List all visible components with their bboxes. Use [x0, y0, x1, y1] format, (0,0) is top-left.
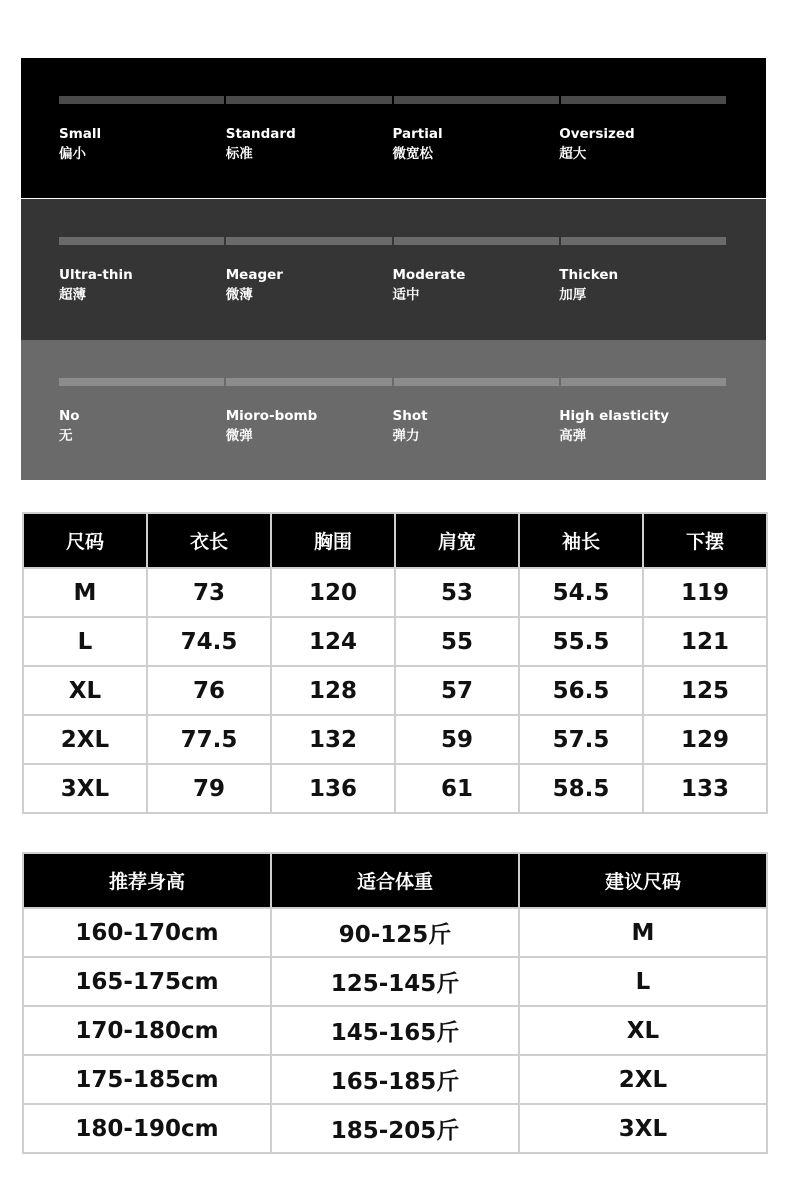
scale-option	[559, 406, 726, 446]
table-cell: 79	[147, 764, 271, 813]
header-cell: 适合体重	[271, 853, 519, 908]
table-cell: 125-145斤	[271, 957, 519, 1006]
table-cell: 56.5	[519, 666, 643, 715]
scale-option	[393, 124, 560, 164]
option-zh: 加厚	[559, 287, 587, 303]
option-zh: 超大	[559, 146, 587, 162]
table-row	[23, 764, 767, 813]
scale-option	[393, 406, 560, 446]
scale-segment	[561, 378, 726, 386]
table-cell: 125	[643, 666, 767, 715]
elasticity-scale-panel	[21, 340, 766, 480]
table-cell: 121	[643, 617, 767, 666]
scale-option	[59, 406, 226, 446]
table-cell: 53	[395, 568, 519, 617]
table-cell: 3XL	[23, 764, 147, 813]
option-zh: 微弹	[225, 428, 253, 444]
table-cell: 129	[643, 715, 767, 764]
table-cell: XL	[23, 666, 147, 715]
header-cell: 推荐身高	[23, 853, 271, 908]
option-en: Mioro-bomb	[225, 408, 318, 424]
option-en: Partial	[392, 126, 443, 142]
table-cell: 170-180cm	[23, 1006, 271, 1055]
table-cell: 77.5	[147, 715, 271, 764]
scale-option	[226, 124, 393, 164]
fit-scale-panel	[21, 58, 766, 198]
table-cell: 133	[643, 764, 767, 813]
table-cell: L	[519, 957, 767, 1006]
table-header-row	[23, 853, 767, 908]
table-cell: 55.5	[519, 617, 643, 666]
scale-option	[59, 124, 226, 164]
table-cell: 180-190cm	[23, 1104, 271, 1153]
scale-option	[559, 124, 726, 164]
table-cell: 58.5	[519, 764, 643, 813]
table-cell: XL	[519, 1006, 767, 1055]
scale-segment	[394, 237, 559, 245]
option-en: Thicken	[559, 267, 619, 283]
option-en: Oversized	[559, 126, 635, 142]
option-zh: 适中	[392, 287, 420, 303]
table-cell: M	[519, 908, 767, 957]
table-cell: 128	[271, 666, 395, 715]
table-cell: 175-185cm	[23, 1055, 271, 1104]
size-recommendation-table	[22, 852, 768, 1154]
scale-segment	[226, 237, 391, 245]
header-cell: 肩宽	[395, 513, 519, 568]
scale-segment	[226, 96, 391, 104]
table-cell: 124	[271, 617, 395, 666]
option-zh: 微宽松	[392, 146, 433, 162]
table-row	[23, 957, 767, 1006]
scale-segment	[59, 378, 224, 386]
elasticity-scale-bars	[59, 378, 726, 386]
table-cell: 2XL	[519, 1055, 767, 1104]
table-row	[23, 617, 767, 666]
option-en: Ultra-thin	[59, 267, 133, 283]
table-cell: 185-205斤	[271, 1104, 519, 1153]
table-cell: 120	[271, 568, 395, 617]
table-header-row	[23, 513, 767, 568]
option-zh: 高弹	[559, 428, 587, 444]
table-cell: 74.5	[147, 617, 271, 666]
scale-option	[559, 265, 726, 305]
table-row	[23, 908, 767, 957]
scale-segment	[59, 96, 224, 104]
table-cell: L	[23, 617, 147, 666]
table-cell: 119	[643, 568, 767, 617]
thickness-scale-bars	[59, 237, 726, 245]
option-en: Meager	[225, 267, 283, 283]
option-en: Standard	[225, 126, 296, 142]
option-zh: 无	[59, 428, 73, 444]
scale-segment	[226, 378, 391, 386]
option-en: No	[59, 408, 80, 424]
header-cell: 衣长	[147, 513, 271, 568]
scale-segment	[394, 96, 559, 104]
fit-scale-bars	[59, 96, 726, 104]
scale-segment	[561, 237, 726, 245]
header-cell: 胸围	[271, 513, 395, 568]
scale-option	[226, 265, 393, 305]
table-cell: 165-175cm	[23, 957, 271, 1006]
thickness-scale-panel	[21, 199, 766, 340]
table-cell: 55	[395, 617, 519, 666]
header-cell: 下摆	[643, 513, 767, 568]
header-cell: 建议尺码	[519, 853, 767, 908]
option-zh: 偏小	[59, 146, 86, 162]
table-row	[23, 568, 767, 617]
table-cell: 165-185斤	[271, 1055, 519, 1104]
header-cell: 袖长	[519, 513, 643, 568]
size-chart-table	[22, 512, 768, 814]
table-cell: 2XL	[23, 715, 147, 764]
table-row	[23, 666, 767, 715]
table-cell: 90-125斤	[271, 908, 519, 957]
scale-option	[226, 406, 393, 446]
scale-segment	[59, 237, 224, 245]
header-cell: 尺码	[23, 513, 147, 568]
table-cell: 57.5	[519, 715, 643, 764]
table-cell: 73	[147, 568, 271, 617]
option-en: High elasticity	[559, 408, 670, 424]
table-cell: 132	[271, 715, 395, 764]
option-zh: 弹力	[392, 428, 420, 444]
table-cell: 59	[395, 715, 519, 764]
table-cell: 54.5	[519, 568, 643, 617]
table-cell: 57	[395, 666, 519, 715]
table-row	[23, 1006, 767, 1055]
table-cell: 136	[271, 764, 395, 813]
scale-option	[393, 265, 560, 305]
scale-option	[59, 265, 226, 305]
option-en: Small	[59, 126, 102, 142]
option-zh: 微薄	[225, 287, 253, 303]
table-cell: 61	[395, 764, 519, 813]
option-zh: 标准	[225, 146, 253, 162]
scale-segment	[394, 378, 559, 386]
table-cell: M	[23, 568, 147, 617]
table-cell: 76	[147, 666, 271, 715]
table-row	[23, 1055, 767, 1104]
option-zh: 超薄	[59, 287, 86, 303]
table-row	[23, 715, 767, 764]
table-row	[23, 1104, 767, 1153]
table-cell: 145-165斤	[271, 1006, 519, 1055]
table-cell: 3XL	[519, 1104, 767, 1153]
scale-segment	[561, 96, 726, 104]
option-en: Moderate	[392, 267, 466, 283]
table-cell: 160-170cm	[23, 908, 271, 957]
option-en: Shot	[392, 408, 428, 424]
